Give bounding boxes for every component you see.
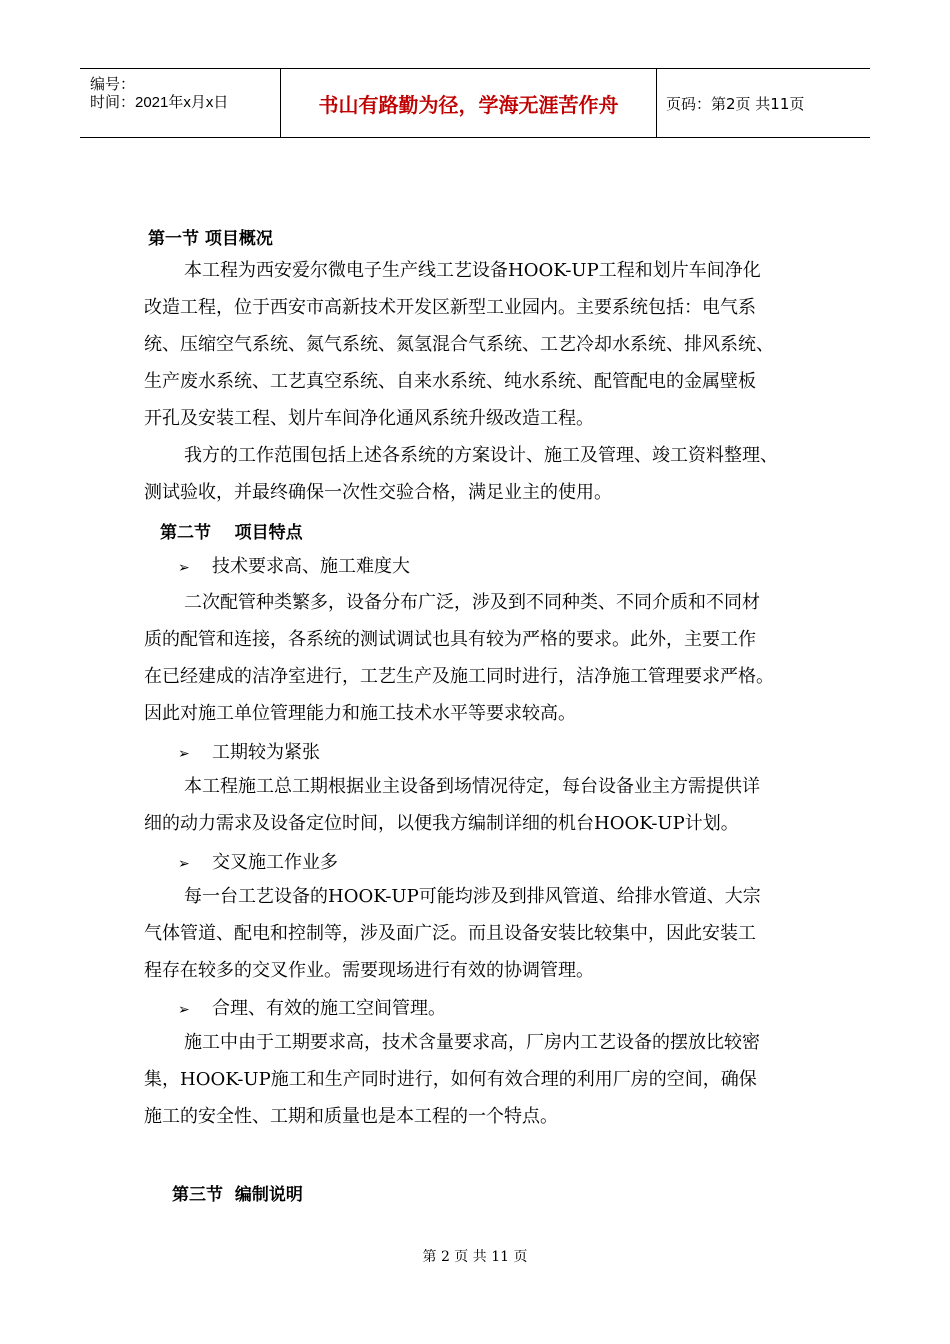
bullet-arrow-icon: ➢ [178, 1002, 190, 1018]
bullet-paragraph [144, 768, 824, 842]
section1-title: 第一节 项目概况 [148, 229, 273, 249]
text-line: 开孔及安装工程、划片车间净化通风系统升级改造工程。 [144, 408, 594, 429]
bullet-arrow-icon: ➢ [178, 856, 190, 872]
text-line: 因此对施工单位管理能力和施工技术水平等要求较高。 [144, 703, 576, 724]
section1-paragraph-2 [144, 437, 824, 511]
bullet-arrow-icon: ➢ [178, 746, 190, 762]
bullet-paragraph [144, 584, 824, 732]
text-line: 质的配管和连接，各系统的测试调试也具有较为严格的要求。此外，主要工作 [144, 629, 756, 650]
section3-title: 第三节 编制说明 [172, 1185, 303, 1205]
text-line: 细的动力需求及设备定位时间，以便我方编制详细的机台HOOK-UP计划。 [144, 813, 739, 834]
header-page-number: 页码：第2页 共11页 [666, 94, 805, 113]
bullet-label: 合理、有效的施工空间管理。 [212, 998, 446, 1019]
bullet-label: 工期较为紧张 [212, 742, 320, 763]
bullet-label: 交叉施工作业多 [212, 852, 338, 873]
text-line: 改造工程，位于西安市高新技术开发区新型工业园内。主要系统包括：电气系 [144, 297, 756, 318]
text-line: 每一台工艺设备的HOOK-UP可能均涉及到排风管道、给排水管道、大宗 [184, 886, 761, 907]
document-time-label: 时间：2021年x月x日 [90, 94, 229, 111]
text-line: 气体管道、配电和控制等，涉及面广泛。而且设备安装比较集中，因此安装工 [144, 923, 756, 944]
text-line: 本工程为西安爱尔微电子生产线工艺设备HOOK-UP工程和划片车间净化 [184, 260, 761, 281]
section1-paragraph-1 [144, 252, 824, 437]
text-line: 本工程施工总工期根据业主设备到场情况待定，每台设备业主方需提供详 [184, 776, 760, 797]
page-footer: 第 2 页 共 11 页 [422, 1249, 528, 1265]
section2-title: 第二节 项目特点 [160, 523, 303, 543]
bullet-item [178, 848, 338, 874]
bullet-paragraph [144, 878, 824, 989]
header-meta [80, 69, 280, 137]
header-divider [656, 69, 657, 137]
document-number-label: 编号： [90, 76, 136, 93]
bullet-arrow-icon: ➢ [178, 560, 190, 576]
bullet-paragraph [144, 1024, 824, 1135]
text-line: 二次配管种类繁多，设备分布广泛，涉及到不同种类、不同介质和不同材 [184, 592, 760, 613]
bullet-label: 技术要求高、施工难度大 [212, 556, 410, 577]
text-line: 施工中由于工期要求高，技术含量要求高，厂房内工艺设备的摆放比较密 [184, 1032, 760, 1053]
text-line: 在已经建成的洁净室进行，工艺生产及施工同时进行，洁净施工管理要求严格。 [144, 666, 774, 687]
text-line: 统、压缩空气系统、氮气系统、氮氢混合气系统、工艺冷却水系统、排风系统、 [144, 334, 774, 355]
text-line: 施工的安全性、工期和质量也是本工程的一个特点。 [144, 1106, 558, 1127]
bullet-item [178, 738, 320, 764]
text-line: 程存在较多的交叉作业。需要现场进行有效的协调管理。 [144, 960, 594, 981]
text-line: 我方的工作范围包括上述各系统的方案设计、施工及管理、竣工资料整理、 [184, 445, 778, 466]
text-line: 生产废水系统、工艺真空系统、自来水系统、纯水系统、配管配电的金属壁板 [144, 371, 756, 392]
page-header [80, 68, 870, 138]
text-line: 测试验收，并最终确保一次性交验合格，满足业主的使用。 [144, 482, 612, 503]
bullet-item [178, 994, 446, 1020]
bullet-item [178, 552, 410, 578]
header-motto: 书山有路勤为径，学海无涯苦作舟 [318, 92, 619, 117]
text-line: 集，HOOK-UP施工和生产同时进行，如何有效合理的利用厂房的空间，确保 [144, 1069, 757, 1090]
